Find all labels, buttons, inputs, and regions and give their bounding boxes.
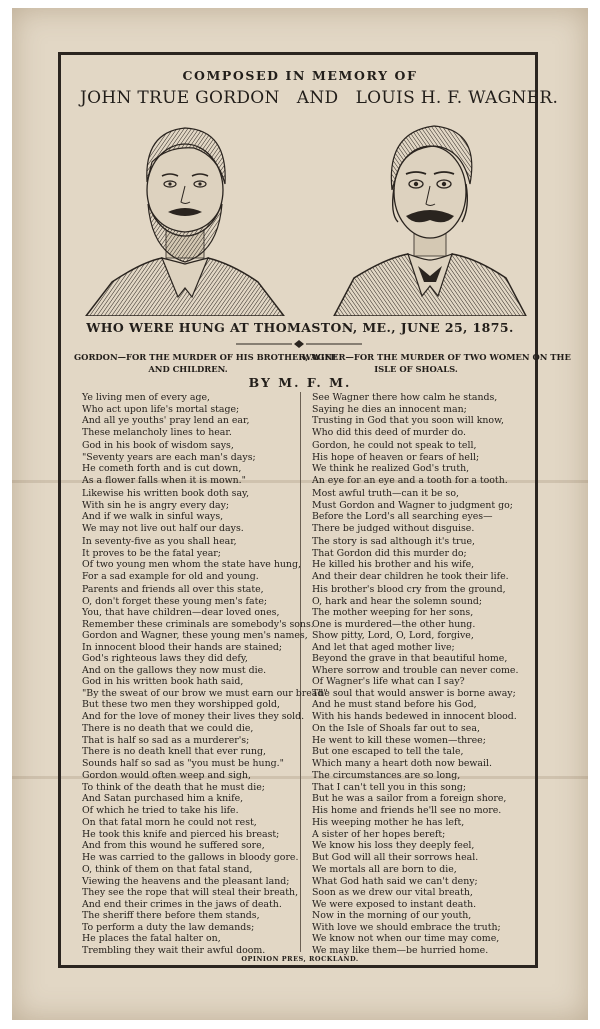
verse-line: With his hands bedewed in innocent blood. (312, 710, 517, 722)
verse-line: We mortals all are born to die, (312, 864, 457, 875)
stanza (312, 440, 536, 486)
verse-line: The sheriff there before them stands, (82, 910, 260, 921)
verse-line: We were exposed to instant death. (312, 898, 477, 910)
verse-line: God in his book of wisdom says, (82, 440, 234, 451)
verse-line: We know not when our time may come, (312, 933, 500, 944)
stanza (82, 864, 306, 910)
verse-line: His weeping mother he has left, (312, 817, 465, 828)
verse-line: His home and friends he'll see no more. (312, 804, 502, 816)
verse-line: With sin he is angry every day; (82, 499, 230, 511)
verse-line: Saying he dies an innocent man; (312, 403, 467, 415)
verse-line: His hope of heaven or fears of hell; (312, 451, 480, 463)
verse-line: The story is sad although it's true, (312, 536, 476, 547)
verse-line: For a sad example for old and young. (82, 570, 259, 582)
portrait-wagner (330, 118, 530, 316)
verse-line: "Seventy years are each man's days; (82, 451, 256, 463)
stanza (312, 770, 536, 816)
stanza (312, 910, 536, 956)
verse-line: In seventy-five as you shall hear, (82, 536, 237, 547)
verse-line: Before the Lord's all searching eyes— (312, 511, 493, 522)
portrait-gordon (82, 112, 288, 316)
subhead-gordon (74, 351, 337, 375)
verse-line: We think he realized God's truth, (312, 463, 470, 474)
verse-line: That Gordon did this murder do; (312, 547, 467, 559)
verse-line: On that fatal morn he could not rest, (82, 817, 257, 828)
verse-line: Of two young men whom the state have hung, (82, 559, 301, 570)
verse-line: That I can't tell you in this song; (312, 781, 467, 793)
verse-line: We know his loss they deeply feel, (312, 840, 475, 851)
verse-line: And on the gallows they now must die. (82, 664, 267, 676)
stanza (82, 488, 306, 534)
verse-line: And let that aged mother live; (312, 641, 455, 653)
verse-line: Of which he tried to take his life. (82, 804, 239, 816)
verse-line: Trembling they wait their awful doom. (82, 944, 266, 956)
verse-line: Who did this deed of murder do. (312, 426, 466, 438)
stanza (312, 536, 536, 582)
verse-line: And he must stand before his God, (312, 699, 477, 710)
verse-line: Ye living men of every age, (82, 392, 211, 403)
verse-line: He went to kill these women—three; (312, 734, 486, 746)
verse-line: And all ye youths' pray lend an ear, (82, 415, 250, 426)
verse-line: And their dear children he took their life. (312, 570, 509, 582)
stanza (312, 584, 536, 630)
verse-line: These melancholy lines to hear. (82, 426, 232, 438)
verse-line: That is half so sad as a murderer's; (82, 734, 250, 746)
subhead-wagner-line: WAGNER—FOR THE MURDER OF TWO WOMEN ON THE (302, 352, 571, 362)
verse-line: O, don't forget these young men's fate; (82, 595, 268, 607)
stanza (312, 630, 536, 676)
stanza (82, 676, 328, 722)
subhead-gordon-line: GORDON—FOR THE MURDER OF HIS BROTHER, WIFE (74, 352, 337, 362)
verse-line: Viewing the heavens and the pleasant land; (82, 875, 290, 887)
verse-line: He killed his brother and his wife, (312, 559, 475, 570)
verse-line: An eye for an eye and a tooth for a tooth. (312, 474, 508, 486)
verse-line: To perform a duty the law demands; (82, 921, 255, 933)
verse-line: He places the fatal halter on, (82, 933, 221, 944)
stanza (82, 392, 306, 438)
verse-line: Trusting in God that you soon will know, (312, 415, 504, 426)
verse-line: But he was a sailor from a foreign shore, (312, 793, 507, 804)
verse-line: We may not live out half our days. (82, 522, 244, 534)
verse-line: There be judged without disguise. (312, 522, 475, 534)
verse-line: You, that have children—dear loved ones, (82, 607, 280, 618)
verse-line: See Wagner there how calm he stands, (312, 392, 498, 403)
verse-line: And end their crimes in the jaws of death. (82, 898, 282, 910)
stanza (82, 630, 306, 676)
ornament-divider (236, 340, 362, 348)
verse-line: The circumstances are so long, (312, 770, 461, 781)
verse-line: O, hark and hear the solemn sound; (312, 595, 483, 607)
heading-composed-in-memory: COMPOSED IN MEMORY OF (182, 68, 418, 83)
heading-names: JOHN TRUE GORDON AND LOUIS H. F. WAGNER. (80, 88, 559, 108)
verse-line: Parents and friends all over this state, (82, 584, 264, 595)
stanza (82, 770, 306, 816)
stanza (82, 440, 306, 486)
stanza (312, 864, 536, 910)
stanza (82, 910, 306, 956)
verse-line: In innocent blood their hands are stained; (82, 641, 283, 653)
stanza (82, 536, 306, 582)
verse-line: One is murdered—the other hung. (312, 618, 476, 630)
verse-line: The mother weeping for her sons, (312, 607, 474, 618)
verse-line: Show pitty, Lord, O, Lord, forgive, (312, 630, 474, 641)
stanza (312, 488, 536, 534)
verse-line: His brother's blood cry from the ground, (312, 584, 506, 595)
verse-line: There is no death that we could die, (82, 723, 254, 734)
verse-line: He cometh forth and is cut down, (82, 463, 242, 474)
verse-line: They see the rope that will steal their breath, (82, 887, 299, 898)
verse-line: We may like them—be hurried home. (312, 944, 489, 956)
verse-line: God in his written book hath said, (82, 676, 244, 687)
verse-line: But these two men they worshipped gold, (82, 699, 281, 710)
verse-line: And for the love of money their lives they sold. (82, 710, 305, 722)
verse-line: To think of the death that he must die; (82, 781, 265, 793)
subhead-wagner-line: ISLE OF SHOALS. (374, 364, 458, 374)
verse-line: What God hath said we can't deny; (312, 875, 478, 887)
verse-line: But God will all their sorrows heal. (312, 851, 479, 863)
verse-line: God's righteous laws they did defy, (82, 653, 248, 664)
stanza (312, 817, 536, 863)
subhead-wagner (302, 351, 571, 375)
stanza (82, 584, 314, 630)
verse-line: But one escaped to tell the tale, (312, 746, 464, 757)
verse-line: The soul that would answer is borne away; (312, 687, 516, 699)
verse-line: O, think of them on that fatal stand, (82, 864, 253, 875)
verse-line: Gordon would often weep and sigh, (82, 770, 251, 781)
verse-line: As a flower falls when it is mown." (82, 474, 246, 486)
verse-line: Soon as we drew our vital breath, (312, 887, 473, 898)
verse-line: With love we should embrace the truth; (312, 921, 501, 933)
verse-line: There is no death knell that ever rung, (82, 746, 267, 757)
verse-line: Which many a heart doth now bewail. (312, 757, 492, 769)
verse-line: On the Isle of Shoals far out to sea, (312, 723, 480, 734)
verse-line: Beyond the grave in that beautiful home, (312, 653, 508, 664)
verse-line: Gordon and Wagner, these young men's names, (82, 630, 308, 641)
verse-line: Most awful truth—can it be so, (312, 488, 459, 499)
stanza (312, 392, 536, 438)
printer-imprint: OPINION PRES, ROCKLAND. (241, 955, 359, 963)
subhead-gordon-line: AND CHILDREN. (148, 364, 228, 374)
verse-line: Must Gordon and Wagner to judgment go; (312, 499, 513, 511)
verse-line: Now in the morning of our youth, (312, 910, 472, 921)
verse-line: Where sorrow and trouble can never come. (312, 664, 519, 676)
stanza (82, 817, 306, 863)
verse-line: And from this wound he suffered sore, (82, 840, 265, 851)
verse-line: Of Wagner's life what can I say? (312, 676, 465, 687)
verse-line: And Satan purchased him a knife, (82, 793, 244, 804)
verse-line: "By the sweat of our brow we must earn our bread" (82, 687, 328, 699)
verse-line: Gordon, he could not speak to tell, (312, 440, 477, 451)
stanza (82, 723, 306, 769)
stanza (312, 723, 536, 769)
verse-line: Sounds half so sad as "you must be hung." (82, 757, 284, 769)
verse-line: A sister of her hopes bereft; (312, 828, 446, 840)
stanza (312, 676, 536, 722)
verse-line: It proves to be the fatal year; (82, 547, 221, 559)
verse-line: He took this knife and pierced his breast; (82, 828, 280, 840)
execution-headline: WHO WERE HUNG AT THOMASTON, ME., JUNE 25, 1875. (86, 320, 514, 335)
verse-line: Remember these criminals are somebody's sons. (82, 618, 314, 630)
verse-line: He was carried to the gallows in bloody gore. (82, 851, 299, 863)
author-byline: BY M. F. M. (248, 375, 352, 390)
verse-line: Who act upon life's mortal stage; (82, 403, 240, 415)
verse-line: And if we walk in sinful ways, (82, 511, 224, 522)
verse-line: Likewise his written book doth say, (82, 488, 250, 499)
